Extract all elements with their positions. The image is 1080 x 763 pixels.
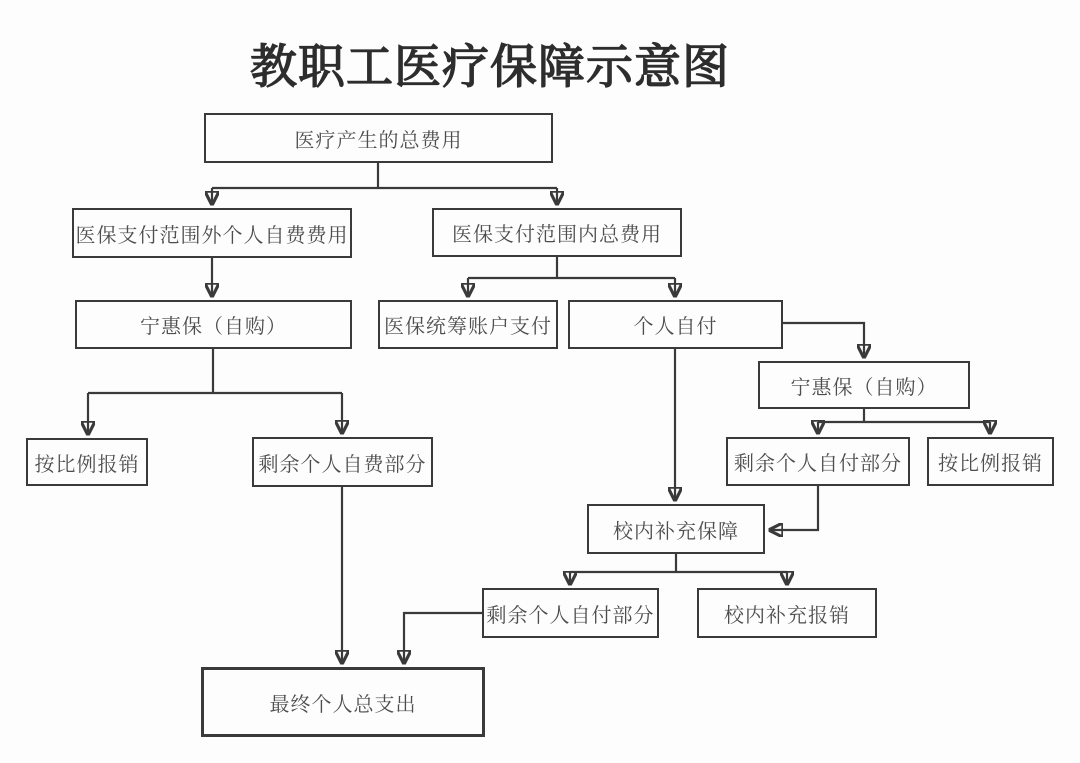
- node-remaining-self-pay-bottom: 剩余个人自付部分: [482, 588, 659, 638]
- edge-remaining-bottom-to-final: [404, 613, 482, 663]
- node-ninghuibao-left: 宁惠保（自购）: [75, 300, 352, 349]
- edge-ninghuibao-right-split: [818, 409, 990, 433]
- node-inside-scope: 医保支付范围内总费用: [432, 208, 682, 257]
- node-total-cost: 医疗产生的总费用: [204, 113, 553, 163]
- edge-total-to-scope-split: [212, 163, 557, 204]
- node-ninghuibao-right: 宁惠保（自购）: [758, 361, 970, 409]
- edge-ninghuibao-left-split: [88, 349, 342, 434]
- node-pooled-account: 医保统筹账户支付: [378, 300, 558, 349]
- node-proportional-right: 按比例报销: [927, 437, 1054, 486]
- node-campus-supplement: 校内补充保障: [587, 504, 765, 554]
- edge-remaining-mid-to-campus: [770, 486, 818, 530]
- edge-selfpay-to-ninghuibao-right: [783, 323, 864, 357]
- node-remaining-self-funded: 剩余个人自费部分: [252, 437, 433, 487]
- diagram-title: 教职工医疗保障示意图: [250, 40, 730, 93]
- node-campus-reimburse: 校内补充报销: [697, 588, 877, 638]
- node-self-pay: 个人自付: [568, 300, 783, 349]
- node-final-total: 最终个人总支出: [201, 667, 485, 737]
- node-outside-scope: 医保支付范围外个人自费费用: [72, 208, 352, 258]
- edge-inside-to-split: [468, 257, 675, 296]
- edge-campus-split: [570, 554, 787, 584]
- node-remaining-self-pay-mid: 剩余个人自付部分: [726, 437, 910, 486]
- node-proportional-left: 按比例报销: [26, 438, 148, 486]
